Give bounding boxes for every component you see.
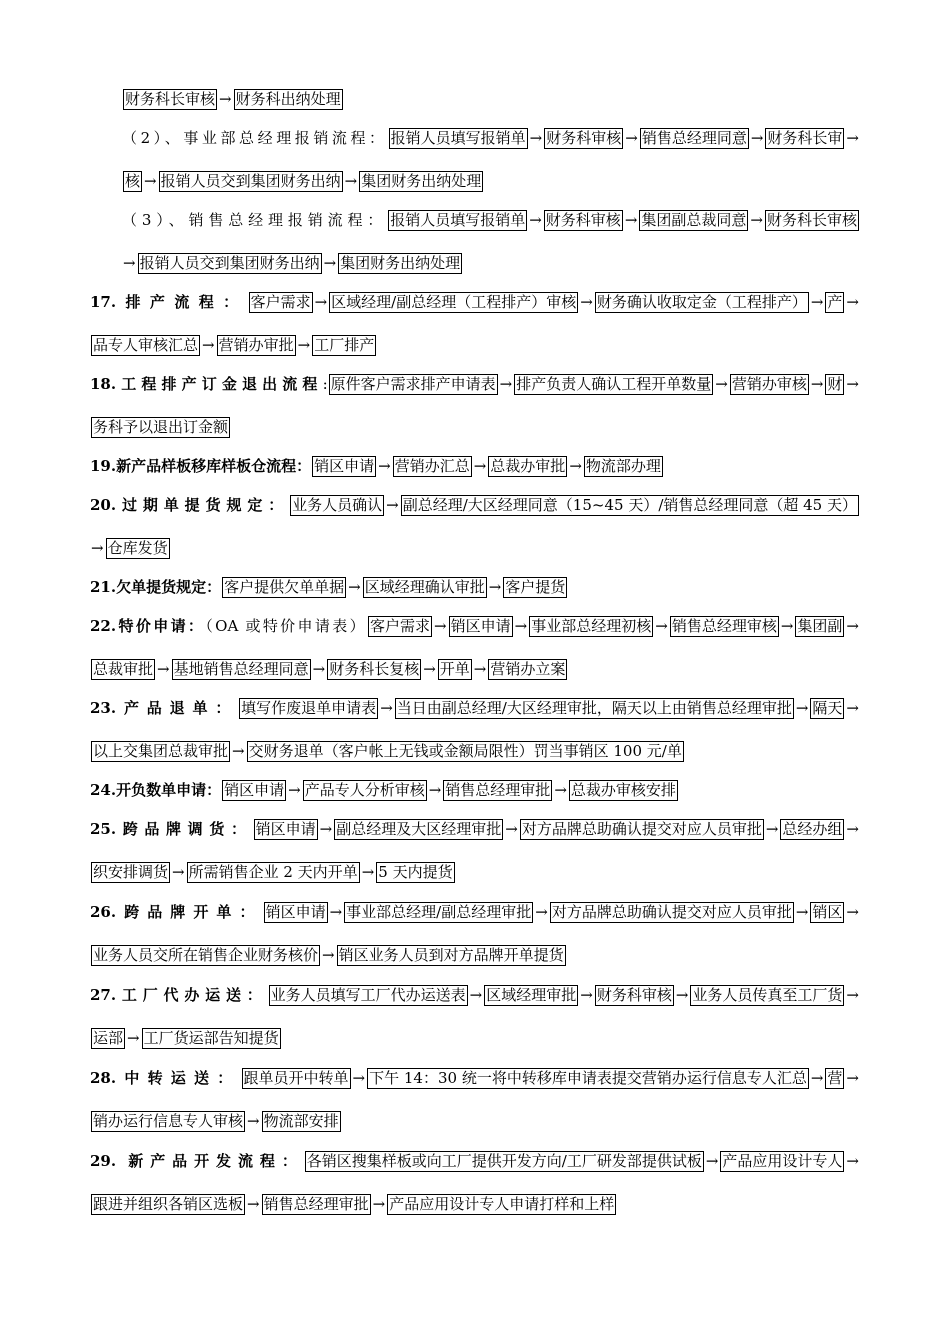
flow-step-box: 织安排调货 bbox=[93, 863, 169, 881]
section-title: 21.欠单提货规定： bbox=[90, 578, 222, 596]
flow-step-box: 销售总经理审批 bbox=[445, 781, 551, 799]
flow-arrow: → bbox=[352, 1069, 366, 1087]
flow-arrow: → bbox=[529, 129, 543, 147]
flow-step-box: 报销人员填写报销单 bbox=[390, 211, 526, 229]
flow-step-box: 核 bbox=[125, 172, 141, 190]
flow-step-box: 客户提货 bbox=[505, 578, 566, 596]
flow-arrow: → bbox=[488, 578, 502, 596]
flow-step-box: 总经办组 bbox=[782, 820, 843, 838]
section-title: 26.跨品牌开单： bbox=[90, 903, 263, 921]
flow-arrow: → bbox=[123, 254, 136, 272]
text-line bbox=[90, 1150, 860, 1174]
text-line bbox=[90, 373, 860, 397]
flow-step-box: 销区申请 bbox=[224, 781, 285, 799]
flow-arrow: → bbox=[529, 211, 542, 229]
line-prefix: （3）、销售总经理报销流程： bbox=[122, 211, 388, 229]
flow-arrow: → bbox=[157, 660, 170, 678]
flow-step-box: 财务科审核 bbox=[546, 129, 622, 147]
flow-arrow: → bbox=[232, 742, 245, 760]
flow-step-box: 排产负责人确认工程开单数量 bbox=[516, 375, 712, 393]
flow-arrow: → bbox=[810, 1069, 824, 1087]
flow-step-box: 物流部办理 bbox=[585, 457, 661, 475]
section-title: 18.工程排产订金退出流程 bbox=[90, 375, 323, 393]
flow-step-box: 工厂货运部告知提货 bbox=[143, 1029, 279, 1047]
flow-step-box: 产品应用设计专人申请打样和上样 bbox=[389, 1195, 615, 1213]
flow-step-box: 以上交集团总裁审批 bbox=[93, 742, 229, 760]
flow-arrow: → bbox=[810, 375, 824, 393]
flow-arrow: → bbox=[329, 903, 343, 921]
flow-step-box: 事业部总经理初核 bbox=[531, 617, 652, 635]
flow-arrow: → bbox=[434, 617, 447, 635]
text-line bbox=[90, 779, 860, 803]
flow-step-box: 财务科审核 bbox=[596, 986, 672, 1004]
text-line bbox=[122, 170, 860, 194]
flow-step-box: 5 天内提货 bbox=[378, 863, 453, 881]
flow-arrow: → bbox=[361, 863, 375, 881]
flow-step-box: 事业部总经理/副总经理审批 bbox=[346, 903, 532, 921]
flow-step-box: 填写作废退单申请表 bbox=[241, 699, 377, 717]
flow-arrow: → bbox=[127, 1029, 140, 1047]
flow-step-box: 隔天 bbox=[812, 699, 843, 717]
text-line bbox=[90, 944, 860, 968]
flow-step-box: 产品应用设计专人 bbox=[722, 1152, 843, 1170]
text-line bbox=[122, 209, 860, 233]
text-line bbox=[90, 576, 860, 600]
text-line bbox=[90, 818, 860, 842]
flow-step-box: 财务科审核 bbox=[545, 211, 621, 229]
flow-arrow: → bbox=[505, 820, 518, 838]
text-line bbox=[90, 291, 860, 315]
flow-step-box: 副总经理及大区经理审批 bbox=[336, 820, 502, 838]
flow-step-box: 对方品牌总助确认提交对应人员审批 bbox=[551, 903, 792, 921]
flow-step-box: 基地销售总经理同意 bbox=[173, 660, 309, 678]
flow-arrow: → bbox=[580, 293, 593, 311]
flow-step-box: 区域经理审批 bbox=[486, 986, 577, 1004]
flow-step-box: 营 bbox=[827, 1069, 843, 1087]
flow-step-box: 客户需求 bbox=[370, 617, 431, 635]
section-title: 22.特价申请： bbox=[90, 617, 206, 635]
flow-step-box: 集团副总裁同意 bbox=[641, 211, 747, 229]
flow-step-box: 销区申请 bbox=[265, 903, 326, 921]
flow-arrow: → bbox=[247, 1112, 260, 1130]
flow-step-box: 业务人员传真至工厂货 bbox=[692, 986, 843, 1004]
section-title: 20.过期单提货规定： bbox=[90, 496, 290, 514]
text-line bbox=[90, 494, 860, 518]
flow-step-box: 对方品牌总助确认提交对应人员审批 bbox=[521, 820, 762, 838]
flow-step-box: 报销人员交到集团财务出纳 bbox=[160, 172, 341, 190]
flow-arrow: → bbox=[846, 293, 859, 311]
flow-arrow: → bbox=[514, 617, 528, 635]
flow-arrow: → bbox=[810, 293, 824, 311]
flow-arrow: → bbox=[675, 986, 689, 1004]
flow-step-box: 集团财务出纳处理 bbox=[340, 254, 461, 272]
flow-arrow: → bbox=[795, 903, 809, 921]
flow-step-box: 区域经理确认审批 bbox=[364, 578, 485, 596]
flow-arrow: → bbox=[297, 336, 311, 354]
flow-step-box: 跟进并组织各销区选板 bbox=[93, 1195, 244, 1213]
flow-step-box: 营销办审核 bbox=[731, 375, 807, 393]
flow-arrow: → bbox=[469, 986, 483, 1004]
flow-arrow: → bbox=[499, 375, 513, 393]
flow-arrow: → bbox=[625, 129, 638, 147]
flow-arrow: → bbox=[312, 660, 326, 678]
flow-step-box: 各销区搜集样板或向工厂提供开发方向/工厂研发部提供试板 bbox=[306, 1152, 702, 1170]
section-title: 25.跨品牌调货： bbox=[90, 820, 253, 838]
section-title: 23.产品退单： bbox=[90, 699, 239, 717]
flow-arrow: → bbox=[423, 660, 436, 678]
text-line bbox=[90, 1067, 860, 1091]
text-line bbox=[90, 697, 860, 721]
flow-step-box: 业务人员交所在销售企业财务核价 bbox=[93, 946, 319, 964]
text-line bbox=[90, 1110, 860, 1134]
flow-step-box: 销售总经理审核 bbox=[671, 617, 777, 635]
flow-step-box: 开单 bbox=[439, 660, 470, 678]
flow-step-box: 营销办审批 bbox=[218, 336, 294, 354]
text-line bbox=[90, 861, 860, 885]
flow-step-box: 交财务退单（客户帐上无钱或金额局限性）罚当事销区 100 元/单 bbox=[248, 742, 682, 760]
flow-arrow: → bbox=[705, 1152, 719, 1170]
flow-arrow: → bbox=[846, 986, 859, 1004]
flow-step-box: 财务科长审 bbox=[767, 129, 843, 147]
flow-step-box: 销办运行信息专人审核 bbox=[93, 1112, 244, 1130]
line-prefix: （2）、事业部总经理报销流程： bbox=[122, 129, 388, 147]
section-title: 28.中转运送： bbox=[90, 1069, 241, 1087]
flow-arrow: → bbox=[846, 617, 859, 635]
flow-step-box: 业务人员确认 bbox=[292, 496, 383, 514]
line-prefix: （OA 或特价申请表） bbox=[205, 617, 368, 635]
text-line bbox=[90, 1193, 860, 1217]
flow-arrow: → bbox=[172, 863, 185, 881]
flow-arrow: → bbox=[202, 336, 215, 354]
section-title: 29. 新产品开发流程： bbox=[90, 1152, 304, 1170]
text-line bbox=[90, 416, 860, 440]
flow-arrow: → bbox=[846, 129, 859, 147]
flow-step-box: 财务科长审核 bbox=[766, 211, 857, 229]
flow-arrow: → bbox=[319, 820, 333, 838]
flow-step-box: 总裁审批 bbox=[93, 660, 154, 678]
flow-step-box: 工厂排产 bbox=[314, 336, 375, 354]
flow-arrow: → bbox=[344, 172, 358, 190]
flow-step-box: 销区业务人员到对方品牌开单提货 bbox=[338, 946, 564, 964]
flow-step-box: 销区申请 bbox=[450, 617, 511, 635]
flow-arrow: → bbox=[750, 129, 764, 147]
flow-step-box: 产品专人分析审核 bbox=[304, 781, 425, 799]
flow-step-box: 下午 14：30 统一将中转移库申请表提交营销办运行信息专人汇总 bbox=[369, 1069, 807, 1087]
flow-arrow: → bbox=[846, 699, 859, 717]
flow-step-box: 副总经理/大区经理同意（15~45 天）/销售总经理同意（超 45 天） bbox=[402, 496, 857, 514]
flow-arrow: → bbox=[846, 820, 859, 838]
text-line bbox=[90, 740, 860, 764]
flow-arrow: → bbox=[624, 211, 638, 229]
text-line bbox=[90, 537, 860, 561]
text-line bbox=[122, 127, 860, 151]
flow-step-box: 销区 bbox=[812, 903, 843, 921]
section-title: 27.工厂代办运送： bbox=[90, 986, 268, 1004]
flow-step-box: 报销人员填写报销单 bbox=[390, 129, 526, 147]
flow-arrow: → bbox=[288, 781, 301, 799]
flow-step-box: 原件客户需求排产申请表 bbox=[330, 375, 496, 393]
section-title: 17.排产流程： bbox=[90, 293, 248, 311]
flow-arrow: → bbox=[144, 172, 157, 190]
flow-arrow: → bbox=[247, 1195, 260, 1213]
section-title: 19.新产品样板移库样板仓流程： bbox=[90, 457, 312, 475]
flow-step-box: 财务确认收取定金（工程排产） bbox=[596, 293, 807, 311]
flow-step-box: 品专人审核汇总 bbox=[93, 336, 199, 354]
flow-step-box: 产 bbox=[827, 293, 843, 311]
flow-arrow: → bbox=[473, 457, 487, 475]
flow-arrow: → bbox=[372, 1195, 386, 1213]
flow-step-box: 物流部安排 bbox=[263, 1112, 339, 1130]
text-line bbox=[90, 1027, 860, 1051]
flow-arrow: → bbox=[348, 578, 361, 596]
flow-step-box: 财务科长复核 bbox=[329, 660, 420, 678]
flow-arrow: → bbox=[715, 375, 728, 393]
flow-step-box: 集团副 bbox=[797, 617, 843, 635]
flow-step-box: 营销办立案 bbox=[490, 660, 566, 678]
flow-arrow: → bbox=[380, 699, 393, 717]
flow-step-box: 仓库发货 bbox=[107, 539, 168, 557]
flow-arrow: → bbox=[846, 375, 859, 393]
flow-step-box: 跟单员开中转单 bbox=[243, 1069, 349, 1087]
flow-step-box: 运部 bbox=[93, 1029, 124, 1047]
flow-step-box: 财务科出纳处理 bbox=[235, 90, 341, 108]
section-title: 24.开负数单申请： bbox=[90, 781, 222, 799]
flow-arrow: → bbox=[569, 457, 582, 475]
text-line bbox=[90, 901, 860, 925]
flow-step-box: 销售总经理审批 bbox=[263, 1195, 369, 1213]
text-line bbox=[90, 455, 860, 479]
flow-step-box: 区域经理/副总经理（工程排产）审核 bbox=[331, 293, 577, 311]
flow-step-box: 销区申请 bbox=[255, 820, 316, 838]
flow-step-box: 总裁办审批 bbox=[490, 457, 566, 475]
flow-arrow: → bbox=[91, 539, 104, 557]
flow-step-box: 报销人员交到集团财务出纳 bbox=[139, 254, 320, 272]
flow-step-box: 总裁办审核安排 bbox=[570, 781, 676, 799]
flow-step-box: 财务科长审核 bbox=[125, 90, 216, 108]
flow-step-box: 销区申请 bbox=[314, 457, 375, 475]
flow-arrow: → bbox=[378, 457, 391, 475]
flow-arrow: → bbox=[219, 90, 232, 108]
flow-arrow: → bbox=[655, 617, 668, 635]
text-line bbox=[90, 984, 860, 1008]
flow-arrow: → bbox=[846, 903, 859, 921]
flow-step-box: 务科予以退出订金额 bbox=[93, 418, 229, 436]
flow-arrow: → bbox=[314, 293, 328, 311]
line-prefix: : bbox=[322, 375, 328, 393]
flow-arrow: → bbox=[554, 781, 567, 799]
flow-arrow: → bbox=[846, 1152, 859, 1170]
flow-arrow: → bbox=[580, 986, 593, 1004]
flow-arrow: → bbox=[535, 903, 548, 921]
flow-step-box: 销售总经理同意 bbox=[641, 129, 747, 147]
flow-arrow: → bbox=[750, 211, 763, 229]
flow-step-box: 当日由副总经理/大区经理审批，隔天以上由销售总经理审批 bbox=[396, 699, 792, 717]
flow-arrow: → bbox=[765, 820, 779, 838]
flow-arrow: → bbox=[323, 254, 337, 272]
flow-step-box: 财 bbox=[827, 375, 843, 393]
text-line bbox=[122, 88, 860, 112]
flow-step-box: 营销办汇总 bbox=[394, 457, 470, 475]
flow-arrow: → bbox=[780, 617, 794, 635]
text-line bbox=[90, 658, 860, 682]
flow-step-box: 客户需求 bbox=[250, 293, 311, 311]
flow-step-box: 业务人员填写工厂代办运送表 bbox=[270, 986, 466, 1004]
text-line bbox=[122, 252, 860, 276]
flow-arrow: → bbox=[846, 1069, 859, 1087]
text-line bbox=[90, 334, 860, 358]
flow-arrow: → bbox=[795, 699, 809, 717]
flow-arrow: → bbox=[428, 781, 442, 799]
flow-step-box: 客户提供欠单单据 bbox=[224, 578, 345, 596]
flow-step-box: 集团财务出纳处理 bbox=[361, 172, 482, 190]
flow-arrow: → bbox=[386, 496, 399, 514]
text-line bbox=[90, 615, 860, 639]
flow-step-box: 所需销售企业 2 天内开单 bbox=[188, 863, 358, 881]
flow-arrow: → bbox=[473, 660, 487, 678]
flow-arrow: → bbox=[322, 946, 335, 964]
